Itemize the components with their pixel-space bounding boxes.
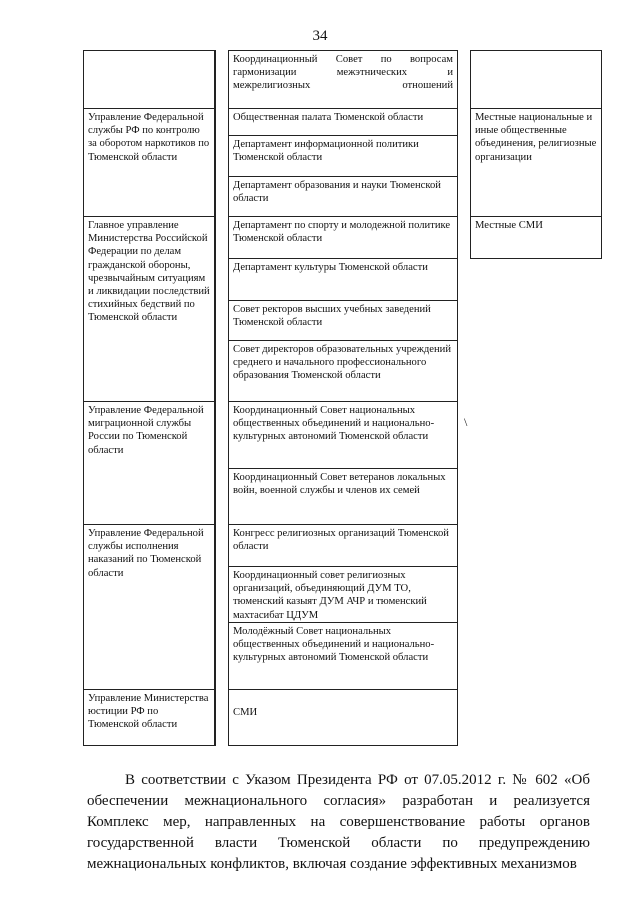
left-cell-justice: Управление Министерства юстиции РФ по Тюменской области [83, 689, 215, 746]
middle-cell-rectors: Совет ректоров высших учебных заведений Тюменской области [228, 300, 458, 341]
page-number: 34 [312, 28, 328, 44]
middle-cell-sport-youth: Департамент по спорту и молодежной политике Тюменской области [228, 216, 458, 259]
right-cell-empty [470, 50, 602, 109]
left-cell-drug-control: Управление Федеральной службы РФ по контролю за оборотом наркотиков по Тюменской области [83, 108, 215, 217]
middle-cell-veterans: Координационный Совет ветеранов локальных войн, военной службы и членов их семей [228, 468, 458, 525]
middle-cell-coordination-council: Координационный Совет по вопросам гармонизации межэтнических и межрелигиозных отношений [228, 50, 458, 109]
left-cell-emergencies: Главное управление Министерства Российской Федерации по делам гражданской обороны, чрезвычайным ситуациям и ликвидации последствий стихийных бедствий по Тюменской области [83, 216, 215, 402]
middle-cell-culture: Департамент культуры Тюменской области [228, 258, 458, 301]
middle-cell-information-policy: Департамент информационной политики Тюменской области [228, 135, 458, 177]
middle-cell-media: СМИ [228, 689, 458, 746]
middle-cell-directors: Совет директоров образовательных учреждений среднего и начального профессионального образования Тюменской области [228, 340, 458, 402]
connector-line [215, 50, 216, 746]
right-cell-local-associations: Местные национальные и иные общественные объединения, религиозные организации [470, 108, 602, 217]
middle-cell-national-associations: Координационный Совет национальных общественных объединений и национально-культурных автономий Тюменской области [228, 401, 458, 469]
left-cell-penitentiary: Управление Федеральной службы исполнения наказаний по Тюменской области [83, 524, 215, 690]
stray-mark: \ [464, 415, 468, 429]
body-paragraph: В соответствии с Указом Президента РФ от 07.05.2012 г. № 602 «Об обеспечении межнационального согласия» разработан и реализуется Комплекс мер, направленных на совершенствование работы органов государственной власти Тюменской области по предупреждению межнациональных конфликтов, включая создание эффективных механизмов [87, 772, 590, 872]
left-cell-empty [83, 50, 215, 109]
left-cell-migration: Управление Федеральной миграционной службы России по Тюменской области [83, 401, 215, 525]
middle-cell-education: Департамент образования и науки Тюменской области [228, 176, 458, 217]
middle-cell-youth-council: Молодёжный Совет национальных общественных объединений и национально-культурных автономий Тюменской области [228, 622, 458, 690]
middle-cell-religious-council: Координационный совет религиозных организаций, объединяющий ДУМ ТО, тюменский казыят ДУМ АЧР и тюменский махтасибат ЦДУМ [228, 566, 458, 623]
middle-cell-religious-congress: Конгресс религиозных организаций Тюменской области [228, 524, 458, 567]
middle-cell-public-chamber: Общественная палата Тюменской области [228, 108, 458, 136]
right-cell-local-media: Местные СМИ [470, 216, 602, 259]
